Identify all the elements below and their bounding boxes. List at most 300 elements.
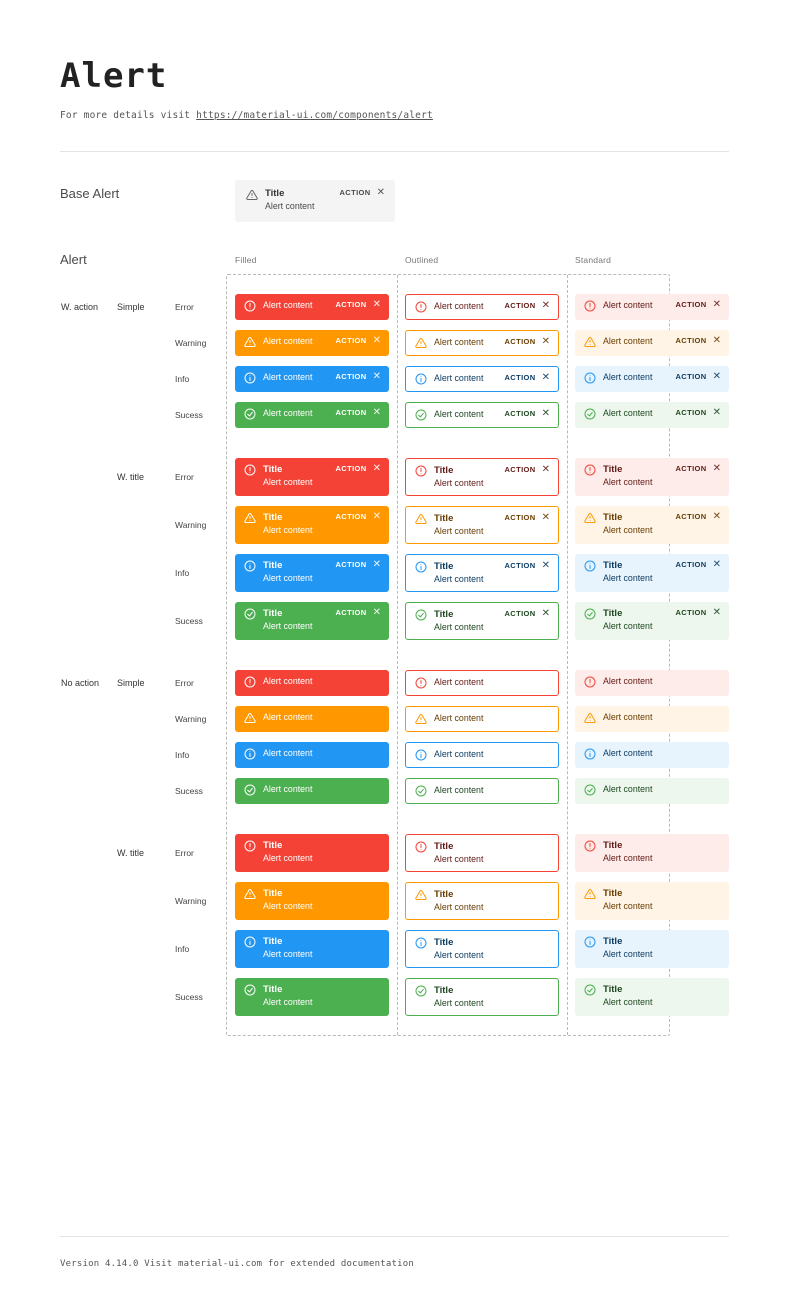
cell-outlined [397, 549, 567, 597]
cell-outlined [397, 325, 567, 361]
info-icon [583, 372, 596, 385]
alert-content: Alert content [434, 902, 484, 913]
row-labels [61, 397, 227, 433]
alert-body [263, 747, 381, 759]
alert-filled-error-title-noaction [235, 834, 389, 872]
alert-content: Alert content [603, 525, 653, 536]
alert-body [263, 407, 329, 419]
alert-content: Alert content [265, 201, 315, 212]
alert-content: Alert content [263, 853, 313, 864]
alert-actions [335, 559, 381, 570]
alert-body [434, 984, 550, 1010]
alert-content: Alert content [263, 525, 313, 536]
alert-actions [504, 300, 550, 311]
row-label-severity: Info [175, 749, 190, 760]
alert-matrix [0, 246, 789, 1036]
row-labels [61, 665, 227, 701]
check-circle-icon [583, 408, 596, 421]
alert-title: Title [603, 983, 623, 995]
alert-standard-warning-noaction [575, 706, 729, 732]
alert-content: Alert content [603, 901, 653, 912]
column-header-standard: Standard [575, 254, 612, 265]
alert-action-button[interactable]: ACTION [504, 465, 536, 475]
alert-action-button[interactable]: ACTION [675, 608, 707, 618]
close-icon[interactable]: ✕ [372, 406, 381, 418]
cell-standard [567, 829, 737, 877]
alert-title: Title [265, 188, 285, 199]
alert-title: Title [603, 463, 623, 475]
alert-content: Alert content [434, 998, 484, 1009]
close-icon[interactable]: ✕ [541, 407, 550, 419]
matrix-row [175, 397, 721, 433]
alert-body [263, 935, 381, 961]
info-icon [243, 748, 256, 761]
alert-title: Title [434, 560, 454, 572]
alert-standard-success-noaction [575, 778, 729, 804]
alert-content: Alert content [263, 901, 313, 912]
cell-filled [227, 925, 397, 973]
alert-title: Title [263, 935, 283, 947]
alert-actions [504, 336, 550, 347]
close-icon[interactable]: ✕ [541, 463, 550, 475]
alert-content: Alert content [603, 997, 653, 1008]
alert-title: Title [603, 887, 623, 899]
cell-filled [227, 829, 397, 877]
alert-body [434, 784, 550, 796]
alert-body [263, 607, 329, 633]
alert-action-button[interactable]: ACTION [335, 560, 367, 570]
alert-content: Alert content [263, 675, 313, 686]
cell-outlined [397, 925, 567, 973]
alert-content: Alert content [263, 407, 313, 418]
row-label-group: No action [61, 677, 100, 688]
alert-standard-warning-title [575, 506, 729, 544]
row-label-severity: Sucess [175, 615, 203, 626]
warning-triangle-icon [243, 512, 256, 525]
alert-title: Title [263, 607, 283, 619]
row-label-kind: Simple [117, 677, 145, 688]
close-icon[interactable]: ✕ [376, 187, 385, 198]
info-icon [414, 373, 427, 386]
cell-standard [567, 501, 737, 549]
row-labels [61, 737, 227, 773]
matrix-row [175, 549, 721, 597]
alert-content: Alert content [263, 477, 313, 488]
info-icon [414, 937, 427, 950]
info-icon [583, 748, 596, 761]
matrix-box [61, 274, 721, 1036]
close-icon[interactable]: ✕ [372, 298, 381, 310]
row-labels [61, 549, 227, 597]
alert-content: Alert content [263, 747, 313, 758]
cell-outlined [397, 397, 567, 433]
alert-body [263, 983, 381, 1009]
alert-content: Alert content [603, 949, 653, 960]
alert-content: Alert content [603, 477, 653, 488]
page-subtitle [60, 110, 729, 121]
alert-actions [504, 464, 550, 475]
cell-standard [567, 701, 737, 737]
matrix-row [175, 325, 721, 361]
cell-standard [567, 773, 737, 809]
alert-body [434, 712, 550, 724]
cell-filled [227, 973, 397, 1021]
page-header [0, 0, 789, 121]
row-labels [61, 325, 227, 361]
close-icon[interactable]: ✕ [372, 606, 381, 618]
row-labels [61, 361, 227, 397]
row-label-severity: Info [175, 373, 190, 384]
alert-action-button[interactable]: ACTION [504, 409, 536, 419]
close-icon[interactable]: ✕ [712, 298, 721, 310]
row-labels [61, 453, 227, 501]
alert-action-button[interactable]: ACTION [504, 301, 536, 311]
warning-triangle-icon [414, 337, 427, 350]
alert-content: Alert content [263, 299, 313, 310]
alert-title: Title [263, 983, 283, 995]
cell-outlined [397, 289, 567, 325]
alert-body [263, 559, 329, 585]
alert-content: Alert content [263, 335, 313, 346]
alert-title: Title [434, 888, 454, 900]
alert-content: Alert content [434, 622, 484, 633]
close-icon[interactable]: ✕ [712, 462, 721, 474]
footer-text: Version 4.14.0 Visit material-ui.com for extended documentation [60, 1258, 414, 1269]
group-spacer [227, 645, 669, 665]
alert-outlined-error [405, 294, 559, 320]
alert-outlined-success [405, 402, 559, 428]
alert-action-button[interactable]: ACTION [675, 464, 707, 474]
alert-actions [504, 560, 550, 571]
alert-body [603, 935, 721, 961]
alert-body [263, 299, 329, 311]
warning-triangle-icon [583, 712, 596, 725]
alert-content: Alert content [603, 407, 653, 418]
close-icon[interactable]: ✕ [372, 370, 381, 382]
alert-content: Alert content [434, 748, 484, 759]
column-header-outlined: Outlined [405, 254, 439, 265]
alert-actions [335, 511, 381, 522]
alert-content: Alert content [603, 621, 653, 632]
alert-filled-warning [235, 330, 389, 356]
cell-filled [227, 453, 397, 501]
alert-body [263, 675, 381, 687]
alert-actions [504, 512, 550, 523]
warning-triangle-icon [414, 713, 427, 726]
alert-standard-success [575, 402, 729, 428]
group-action-simple [61, 289, 721, 433]
alert-body [434, 408, 498, 420]
check-circle-icon [583, 608, 596, 621]
alert-filled-success-title-noaction [235, 978, 389, 1016]
alert-body [263, 371, 329, 383]
page-title: Alert [60, 56, 168, 96]
matrix-row [175, 597, 721, 645]
cell-filled [227, 597, 397, 645]
alert-body [603, 463, 669, 489]
row-labels [61, 973, 227, 1021]
matrix-row [117, 453, 721, 501]
alert-action-button[interactable]: ACTION [335, 336, 367, 346]
base-alert-card [235, 180, 395, 222]
alert-actions [335, 335, 381, 346]
row-label-severity: Info [175, 567, 190, 578]
alert-action-button[interactable]: ACTION [504, 609, 536, 619]
row-labels [61, 877, 227, 925]
error-icon [414, 677, 427, 690]
alert-body [603, 371, 669, 383]
warning-triangle-icon [583, 888, 596, 901]
alert-action-button[interactable]: ACTION [335, 300, 367, 310]
alert-title: Title [603, 607, 623, 619]
alert-title: Title [263, 839, 283, 851]
alert-action-button[interactable]: ACTION [675, 408, 707, 418]
check-circle-icon [243, 984, 256, 997]
alert-title: Title [263, 887, 283, 899]
alert-section-label: Alert [60, 252, 87, 268]
warning-triangle-icon [583, 336, 596, 349]
close-icon[interactable]: ✕ [541, 559, 550, 571]
alert-body [603, 675, 721, 687]
warning-triangle-icon [583, 512, 596, 525]
matrix-row [175, 701, 669, 737]
alert-action-button[interactable]: ACTION [675, 512, 707, 522]
alert-body [603, 711, 721, 723]
cell-outlined [397, 361, 567, 397]
alert-action-button[interactable]: ACTION [504, 561, 536, 571]
alert-title: Title [434, 512, 454, 524]
info-icon [243, 560, 256, 573]
alert-content: Alert content [603, 573, 653, 584]
check-circle-icon [414, 609, 427, 622]
alert-standard-info [575, 366, 729, 392]
alert-content: Alert content [603, 299, 653, 310]
cell-standard [567, 361, 737, 397]
subtitle-text: For more details visit [60, 110, 197, 121]
close-icon[interactable]: ✕ [712, 606, 721, 618]
group-spacer [227, 433, 669, 453]
close-icon[interactable]: ✕ [712, 406, 721, 418]
alert-standard-success-title-noaction [575, 978, 729, 1016]
close-icon[interactable]: ✕ [372, 462, 381, 474]
alert-outlined-success-title [405, 602, 559, 640]
cell-standard [567, 453, 737, 501]
alert-action-button[interactable]: ACTION [675, 336, 707, 346]
alert-actions [335, 371, 381, 382]
alert-filled-warning-title [235, 506, 389, 544]
alert-body [603, 607, 669, 633]
alert-body [263, 335, 329, 347]
group-action-title [117, 453, 721, 645]
check-circle-icon [583, 984, 596, 997]
cell-outlined [397, 737, 567, 773]
info-icon [243, 936, 256, 949]
alert-title: Title [434, 936, 454, 948]
matrix-row [175, 925, 669, 973]
row-label-severity: Error [175, 471, 194, 482]
alert-content: Alert content [603, 853, 653, 864]
alert-body [434, 560, 498, 586]
alert-content: Alert content [434, 712, 484, 723]
alert-title: Title [603, 839, 623, 851]
close-icon[interactable]: ✕ [712, 334, 721, 346]
alert-action-button[interactable]: ACTION [335, 464, 367, 474]
row-label-severity: Warning [175, 713, 207, 724]
close-icon[interactable]: ✕ [541, 607, 550, 619]
alert-actions [335, 463, 381, 474]
alert-action-button[interactable]: ACTION [504, 337, 536, 347]
alert-actions [504, 372, 550, 383]
row-labels [61, 597, 227, 645]
cell-outlined [397, 973, 567, 1021]
cell-filled [227, 501, 397, 549]
alert-body [603, 559, 669, 585]
alert-body [434, 888, 550, 914]
close-icon[interactable]: ✕ [541, 371, 550, 383]
alert-action-button[interactable]: ACTION [335, 408, 367, 418]
close-icon[interactable]: ✕ [712, 510, 721, 522]
row-label-severity: Sucess [175, 785, 203, 796]
cell-standard [567, 973, 737, 1021]
warning-triangle-icon [245, 188, 258, 201]
alert-actions [335, 407, 381, 418]
alert-title: Title [434, 464, 454, 476]
row-labels [61, 289, 227, 325]
alert-body [263, 711, 381, 723]
row-label-kind: Simple [117, 301, 145, 312]
column-header-filled: Filled [235, 254, 257, 265]
cell-standard [567, 925, 737, 973]
alert-filled-success [235, 402, 389, 428]
alert-action-button[interactable]: ACTION [675, 560, 707, 570]
alert-filled-info [235, 366, 389, 392]
cell-filled [227, 397, 397, 433]
alert-action-button[interactable]: ACTION [675, 300, 707, 310]
row-label-kind: W. title [117, 847, 145, 858]
close-icon[interactable]: ✕ [372, 334, 381, 346]
alert-filled-info-title [235, 554, 389, 592]
matrix-row [175, 877, 669, 925]
alert-actions [675, 463, 721, 474]
alert-title: Title [263, 463, 283, 475]
alert-action-button[interactable]: ACTION [504, 513, 536, 523]
row-labels [61, 829, 227, 877]
alert-filled-info-title-noaction [235, 930, 389, 968]
alert-outlined-warning-noaction [405, 706, 559, 732]
alert-body [263, 463, 329, 489]
alert-standard-error [575, 294, 729, 320]
alert-standard-success-title [575, 602, 729, 640]
alert-base [245, 187, 385, 213]
alert-actions [675, 559, 721, 570]
check-circle-icon [243, 784, 256, 797]
warning-triangle-icon [414, 513, 427, 526]
close-icon[interactable]: ✕ [372, 558, 381, 570]
cell-standard [567, 597, 737, 645]
alert-body [434, 464, 498, 490]
cell-filled [227, 701, 397, 737]
alert-content: Alert content [434, 784, 484, 795]
alert-content: Alert content [263, 783, 313, 794]
alert-content: Alert content [263, 573, 313, 584]
alert-body [434, 372, 498, 384]
alert-content: Alert content [434, 372, 484, 383]
alert-content: Alert content [434, 950, 484, 961]
alert-body [263, 839, 381, 865]
info-icon [414, 561, 427, 574]
alert-content: Alert content [263, 997, 313, 1008]
alert-action-button[interactable]: ACTION [339, 188, 371, 198]
alert-actions [504, 608, 550, 619]
cell-filled [227, 361, 397, 397]
alert-outlined-success-title-noaction [405, 978, 559, 1016]
alert-outlined-error-title-noaction [405, 834, 559, 872]
alert-action-button[interactable]: ACTION [504, 373, 536, 383]
alert-outlined-info [405, 366, 559, 392]
alert-content: Alert content [603, 747, 653, 758]
close-icon[interactable]: ✕ [541, 335, 550, 347]
alert-action-button[interactable]: ACTION [675, 372, 707, 382]
close-icon[interactable]: ✕ [712, 370, 721, 382]
cell-standard [567, 549, 737, 597]
matrix-row [61, 665, 669, 701]
docs-link[interactable]: https://material-ui.com/components/alert [196, 110, 433, 121]
alert-standard-error-title-noaction [575, 834, 729, 872]
alert-title: Title [603, 559, 623, 571]
check-circle-icon [243, 608, 256, 621]
alert-body [603, 747, 721, 759]
cell-filled [227, 665, 397, 701]
alert-content: Alert content [603, 675, 653, 686]
check-circle-icon [243, 408, 256, 421]
alert-content: Alert content [434, 676, 484, 687]
warning-triangle-icon [243, 712, 256, 725]
alert-body [603, 839, 721, 865]
row-labels [61, 773, 227, 809]
alert-body [434, 840, 550, 866]
row-label-severity: Warning [175, 337, 207, 348]
alert-action-button[interactable]: ACTION [335, 372, 367, 382]
alert-outlined-info-noaction [405, 742, 559, 768]
cell-outlined [397, 701, 567, 737]
alert-actions [675, 299, 721, 310]
alert-outlined-warning [405, 330, 559, 356]
alert-title: Title [434, 984, 454, 996]
alert-body [434, 300, 498, 312]
close-icon[interactable]: ✕ [712, 558, 721, 570]
alert-content: Alert content [263, 621, 313, 632]
cell-filled [227, 289, 397, 325]
error-icon [414, 841, 427, 854]
row-label-kind: W. title [117, 471, 145, 482]
matrix-row [175, 737, 669, 773]
alert-action-button[interactable]: ACTION [335, 512, 367, 522]
alert-outlined-error-noaction [405, 670, 559, 696]
alert-content: Alert content [603, 371, 653, 382]
alert-content: Alert content [434, 478, 484, 489]
matrix-row [175, 361, 721, 397]
alert-action-button[interactable]: ACTION [335, 608, 367, 618]
error-icon [414, 301, 427, 314]
row-labels [61, 701, 227, 737]
close-icon[interactable]: ✕ [372, 510, 381, 522]
close-icon[interactable]: ✕ [541, 511, 550, 523]
alert-filled-success-noaction [235, 778, 389, 804]
close-icon[interactable]: ✕ [541, 299, 550, 311]
alert-content: Alert content [434, 300, 484, 311]
row-label-severity: Info [175, 943, 190, 954]
row-label-severity: Sucess [175, 991, 203, 1002]
